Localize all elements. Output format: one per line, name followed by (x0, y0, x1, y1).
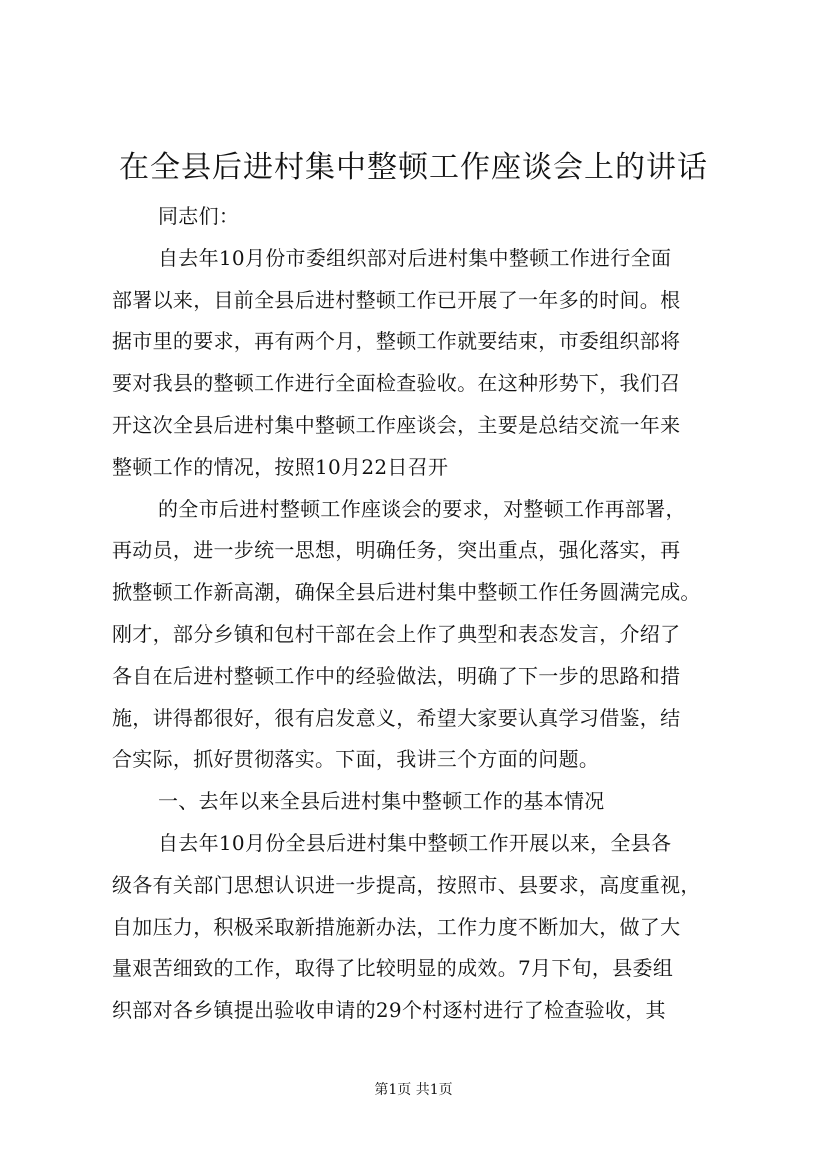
paragraph-line: 要对我县的整顿工作进行全面检查验收。在这种形势下，我们召 (112, 371, 681, 396)
paragraph-line: 合实际，抓好贯彻落实。下面，我讲三个方面的问题。 (112, 747, 600, 772)
document-title: 在全县后进村集中整顿工作座谈会上的讲话 (119, 150, 708, 185)
paragraph-line: 自去年10月份全县后进村集中整顿工作开展以来，全县各 (158, 830, 672, 855)
paragraph-line: 再动员，进一步统一思想，明确任务，突出重点，强化落实，再 (112, 538, 681, 563)
page-number-footer: 第1页 共1页 (374, 1082, 453, 1098)
paragraph-line: 施，讲得都很好，很有启发意义，希望大家要认真学习借鉴，结 (112, 705, 681, 730)
paragraph-line: 量艰苦细致的工作，取得了比较明显的成效。7月下旬，县委组 (112, 956, 674, 981)
paragraph-line: 整顿工作的情况，按照10月22日召开 (112, 454, 449, 479)
paragraph-line: 自加压力，积极采取新措施新办法，工作力度不断加大，做了大 (112, 914, 681, 939)
paragraph-line: 各自在后进村整顿工作中的经验做法，明确了下一步的思路和措 (112, 663, 681, 688)
section-heading: 一、去年以来全县后进村集中整顿工作的基本情况 (158, 789, 605, 814)
paragraph-line: 的全市后进村整顿工作座谈会的要求，对整顿工作再部署， (158, 496, 686, 521)
paragraph-line: 部署以来，目前全县后进村整顿工作已开展了一年多的时间。根 (112, 287, 681, 312)
paragraph-line: 级各有关部门思想认识进一步提高，按照市、县要求，高度重视， (112, 872, 701, 897)
salutation-line: 同志们： (158, 204, 240, 228)
paragraph-line: 开这次全县后进村集中整顿工作座谈会，主要是总结交流一年来 (112, 412, 681, 437)
document-body (112, 196, 742, 1032)
paragraph-line: 织部对各乡镇提出验收申请的29个村逐村进行了检查验收，其 (112, 998, 666, 1023)
paragraph-line: 据市里的要求，再有两个月，整顿工作就要结束，市委组织部将 (112, 329, 681, 354)
paragraph-line: 自去年10月份市委组织部对后进村集中整顿工作进行全面 (158, 245, 672, 270)
paragraph-line: 掀整顿工作新高潮，确保全县后进村集中整顿工作任务圆满完成。 (112, 580, 701, 605)
paragraph-line: 刚才，部分乡镇和包村干部在会上作了典型和表态发言，介绍了 (112, 621, 681, 646)
